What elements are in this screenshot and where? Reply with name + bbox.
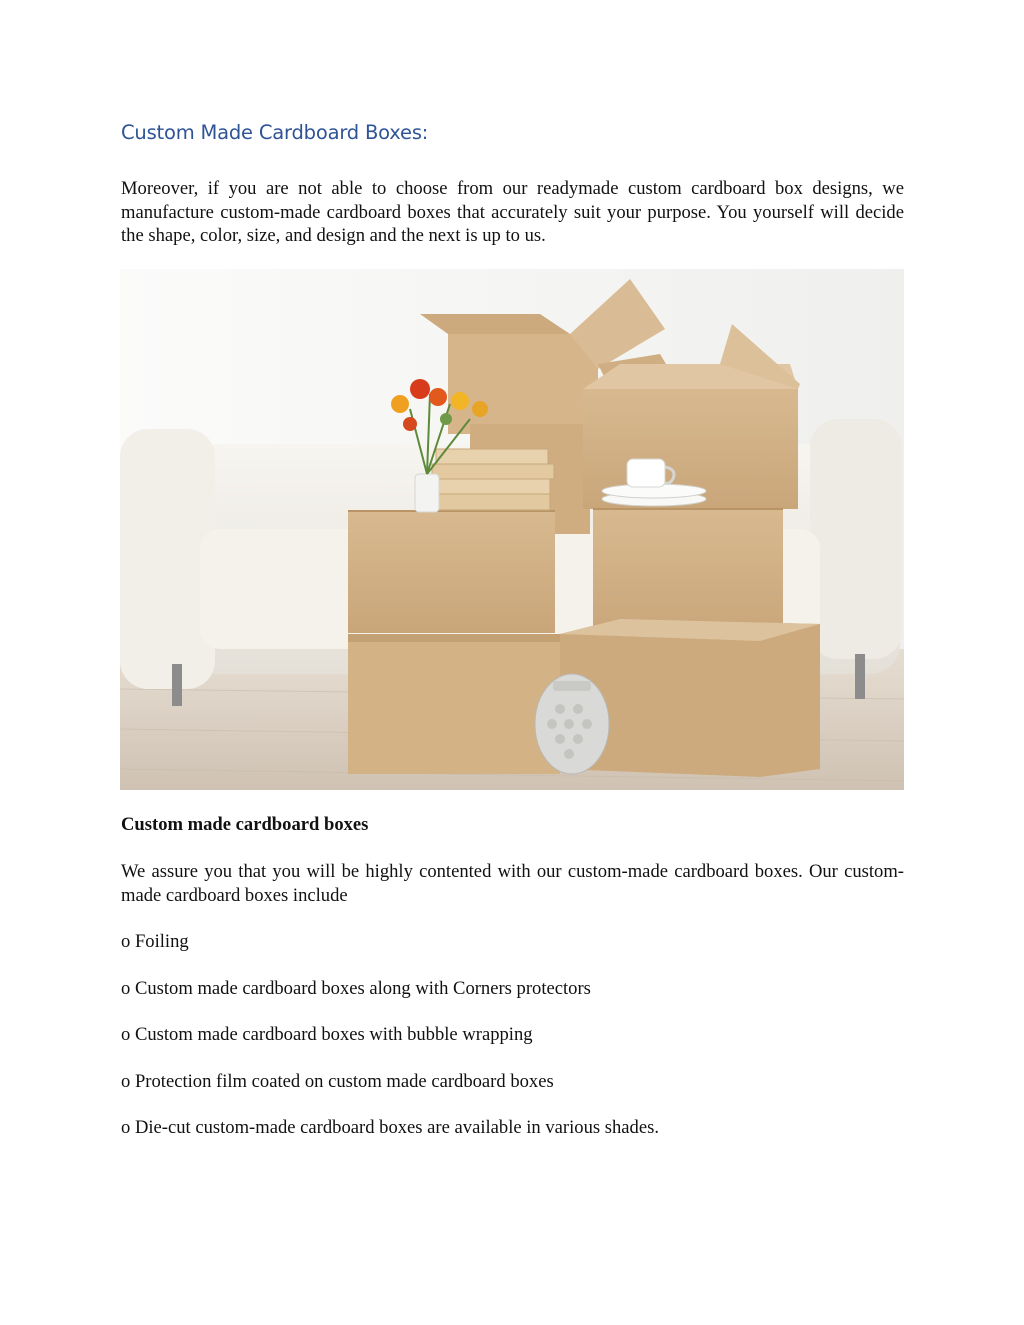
books-stack xyxy=(428,449,554,510)
moving-boxes-photo xyxy=(120,269,904,790)
section-heading: Custom Made Cardboard Boxes: xyxy=(121,121,429,144)
body-paragraph: We assure you that you will be highly contented with our custom-made cardboard boxes. Our custom-made cardboard boxes include xyxy=(121,861,904,906)
list-item: o Custom made cardboard boxes with bubble wrapping xyxy=(121,1024,533,1045)
subheading: Custom made cardboard boxes xyxy=(121,814,369,835)
list-item: o Foiling xyxy=(121,931,189,952)
intro-paragraph: Moreover, if you are not able to choose from our readymade custom cardboard box designs, we manufacture custom-made cardboard boxes that accurately suit your purpose. You yourself will decide the shape, color, size, and design and the next is up to us. xyxy=(121,178,904,246)
list-item: o Protection film coated on custom made cardboard boxes xyxy=(121,1071,554,1092)
list-item: o Custom made cardboard boxes along with Corners protectors xyxy=(121,978,591,999)
cardboard-box-middle-right xyxy=(593,509,783,637)
cardboard-box-middle-left xyxy=(348,511,555,633)
cardboard-box-bottom-left xyxy=(348,634,560,774)
ceramic-vase xyxy=(535,674,609,774)
list-item: o Die-cut custom-made cardboard boxes are available in various shades. xyxy=(121,1117,659,1138)
